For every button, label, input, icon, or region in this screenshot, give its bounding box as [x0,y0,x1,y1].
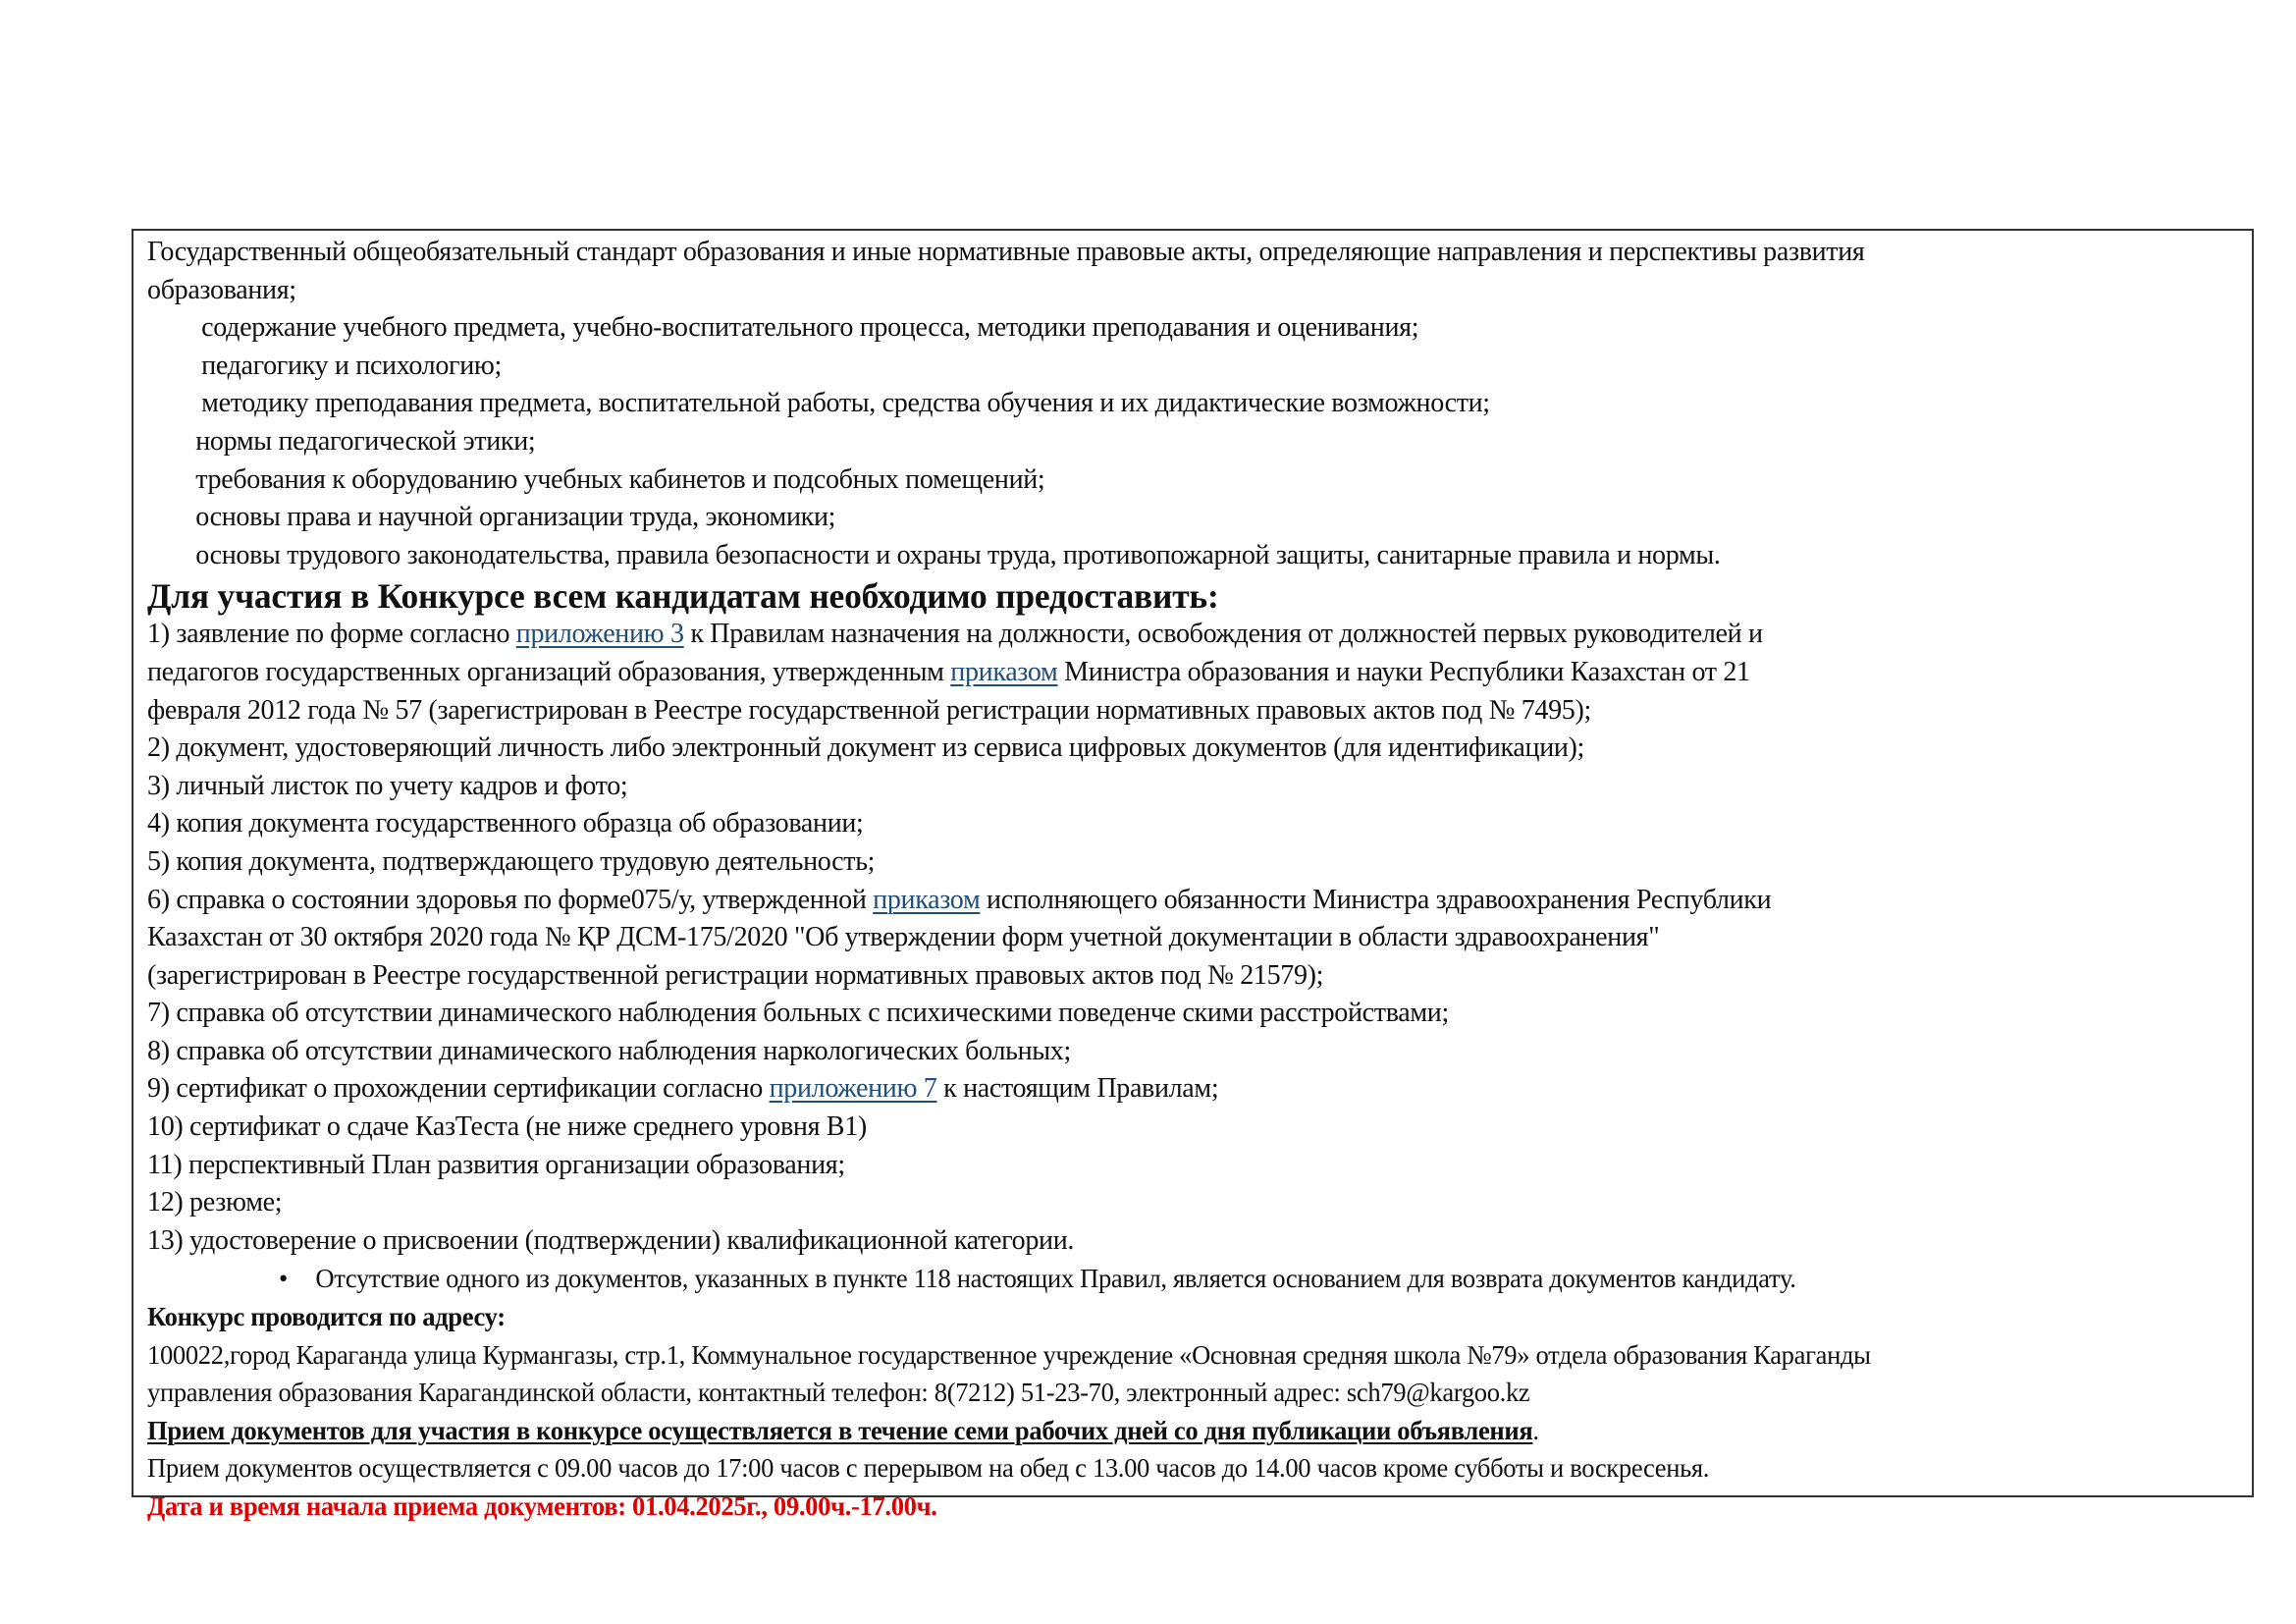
requirement-1-text: 1) заявление по форме согласно [147,619,516,650]
requirement-6-cont: Казахстан от 30 октября 2020 года № ҚР ДСМ-175/2020 "Об утверждении форм учетной документации в области здравоохранения" [147,922,1660,953]
requirement-13: 13) удостоверение о присвоении (подтверждении) квалификационной категории. [147,1224,1075,1256]
health-order-link[interactable]: приказом [873,884,981,915]
requirement-2: 2) документ, удостоверяющий личность либо электронный документ из сервиса цифровых документов (для идентификации); [147,732,1585,764]
intro-line-1: Государственный общеобязательный стандарт образования и иные нормативные правовые акты, определяющие направления и перспективы развития [147,237,1865,267]
requirement-4: 4) копия документа государственного образца об образовании; [147,808,864,839]
requirement-9 [147,1070,2216,1109]
requirement-6-cont: (зарегистрирован в Реестре государственной регистрации нормативных правовых актов под № 21579); [147,959,1324,991]
requirement-1 [147,616,2216,654]
note-line [147,1260,2216,1298]
intro-line-2: образования; [147,274,296,305]
working-hours: Прием документов осуществляется с 09.00 часов до 17:00 часов с перерывом на обед с 13.00 часов до 14.00 часов кроме субботы и воскресенья. [147,1453,1710,1484]
requirement-12: 12) резюме; [147,1187,283,1218]
requirement-5: 5) копия документа, подтверждающего трудовую деятельность; [147,845,876,877]
address-line-1: 100022,город Караганда улица Курмангазы, стр.1, Коммунальное государственное учреждение «Основная средняя школа №79» отдела образования Караганды [147,1339,1871,1370]
knowledge-item: педагогику и психологию; [201,350,502,381]
requirement-6 [147,882,2216,920]
requirement-8: 8) справка об отсутствии динамического наблюдения наркологических больных; [147,1035,1071,1066]
appendix-7-link[interactable]: приложению 7 [769,1073,937,1105]
acceptance-period-dot: . [1532,1415,1539,1445]
requirement-1-text: Министра образования и науки Республики Казахстан от 21 [1057,656,1750,687]
knowledge-item: требования к оборудованию учебных кабинетов и подсобных помещений; [195,463,1045,495]
requirements-heading: Для участия в Конкурсе всем кандидатам необходимо предоставить: [147,576,1219,617]
note-text: Отсутствие одного из документов, указанных в пункте 118 настоящих Правил, является основанием для возврата документов кандидату. [315,1264,1796,1294]
requirement-7: 7) справка об отсутствии динамического наблюдения больных с психическими поведенче скими расстройствами; [147,998,1449,1029]
requirement-6-text: исполняющего обязанности Министра здравоохранения Республики [980,884,1772,915]
knowledge-item: нормы педагогической этики; [195,425,536,457]
knowledge-item: содержание учебного предмета, учебно-воспитательного процесса, методики преподавания и оценивания; [201,312,1419,344]
requirement-1-cont [147,654,2216,692]
start-date: Дата и время начала приема документов: 01.04.2025г., 09.00ч.-17.00ч. [147,1491,937,1521]
order-link[interactable]: приказом [950,656,1058,687]
knowledge-item: основы права и научной организации труда, экономики; [195,502,836,533]
requirement-3: 3) личный листок по учету кадров и фото; [147,770,628,801]
requirement-6-text: 6) справка о состоянии здоровья по форме075/у, утвержденной [147,884,874,915]
acceptance-period [147,1412,2216,1450]
requirement-1-text: к Правилам назначения на должности, освобождения от должностей первых руководителей и [683,619,1763,650]
address-line-2: управления образования Карагандинской области, контактный телефон: 8(7212) 51-23-70, электронный адрес: sch79@kargoo.kz [147,1378,1530,1408]
requirement-10: 10) сертификат о сдаче КазТеста (не ниже среднего уровня В1) [147,1111,867,1143]
knowledge-item: основы трудового законодательства, правила безопасности и охраны труда, противопожарной защиты, санитарные правила и нормы. [195,539,1721,570]
requirement-9-text: к настоящим Правилам; [936,1073,1219,1105]
knowledge-item: методику преподавания предмета, воспитательной работы, средства обучения и их дидактические возможности; [201,388,1490,419]
document-content [147,234,2216,1526]
address-title: Конкурс проводится по адресу: [147,1302,506,1332]
appendix-3-link[interactable]: приложению 3 [515,619,684,650]
requirement-11: 11) перспективный План развития организации образования; [147,1149,845,1180]
bullet-icon: • [278,1264,288,1294]
requirement-9-text: 9) сертификат о прохождении сертификации согласно [147,1073,770,1105]
requirement-1-cont: февраля 2012 года № 57 (зарегистрирован в Реестре государственной регистрации нормативных правовых актов под № 7495); [147,694,1591,726]
requirement-1-text: педагогов государственных организаций образования, утвержденным [147,656,951,687]
acceptance-text: Прием документов для участия в конкурсе осуществляется в течение семи рабочих дней со дня публикации объявления [147,1415,1533,1445]
